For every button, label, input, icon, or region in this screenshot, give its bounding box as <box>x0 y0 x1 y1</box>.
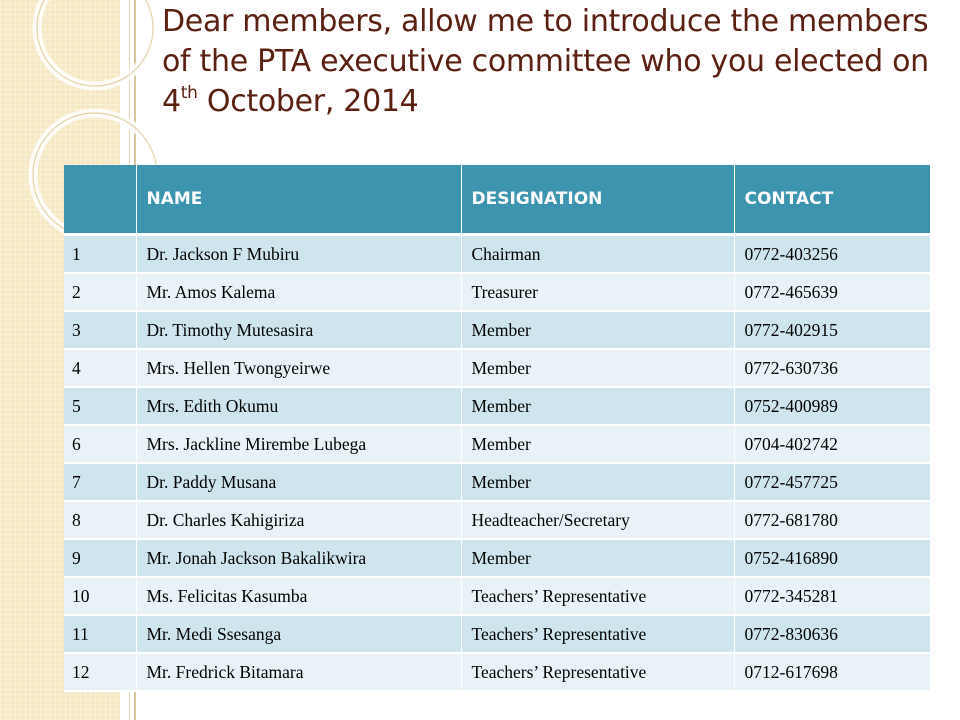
title-text-end: October, 2014 <box>197 84 419 119</box>
cell-contact: 0772-345281 <box>734 577 930 615</box>
cell-designation: Member <box>461 463 734 501</box>
header-designation: DESIGNATION <box>461 165 734 235</box>
cell-designation: Member <box>461 425 734 463</box>
cell-contact: 0752-400989 <box>734 387 930 425</box>
slide-title <box>162 2 942 122</box>
cell-name: Dr. Jackson F Mubiru <box>136 235 461 274</box>
cell-name: Mrs. Edith Okumu <box>136 387 461 425</box>
table-row <box>64 501 930 539</box>
table-row <box>64 425 930 463</box>
table-row <box>64 235 930 274</box>
cell-contact: 0704-402742 <box>734 425 930 463</box>
cell-designation: Member <box>461 387 734 425</box>
table-row <box>64 311 930 349</box>
cell-name: Mr. Amos Kalema <box>136 273 461 311</box>
table-row <box>64 615 930 653</box>
cell-name: Dr. Timothy Mutesasira <box>136 311 461 349</box>
cell-contact: 0772-630736 <box>734 349 930 387</box>
cell-number: 7 <box>64 463 136 501</box>
cell-number: 5 <box>64 387 136 425</box>
cell-designation: Headteacher/Secretary <box>461 501 734 539</box>
table-row <box>64 539 930 577</box>
cell-contact: 0712-617698 <box>734 653 930 691</box>
committee-table <box>64 165 930 692</box>
cell-designation: Teachers’ Representative <box>461 653 734 691</box>
cell-number: 1 <box>64 235 136 274</box>
cell-number: 12 <box>64 653 136 691</box>
cell-number: 9 <box>64 539 136 577</box>
cell-number: 4 <box>64 349 136 387</box>
cell-name: Dr. Charles Kahigiriza <box>136 501 461 539</box>
cell-name: Mrs. Hellen Twongyeirwe <box>136 349 461 387</box>
table-row <box>64 577 930 615</box>
cell-number: 11 <box>64 615 136 653</box>
header-name: NAME <box>136 165 461 235</box>
title-text: Dear members, allow me to introduce the members of the PTA executive committee who you elected on 4 <box>162 4 929 119</box>
cell-contact: 0772-830636 <box>734 615 930 653</box>
table-row <box>64 387 930 425</box>
cell-name: Mr. Jonah Jackson Bakalikwira <box>136 539 461 577</box>
table-row <box>64 653 930 691</box>
cell-number: 10 <box>64 577 136 615</box>
cell-designation: Teachers’ Representative <box>461 615 734 653</box>
table-row <box>64 463 930 501</box>
header-contact: CONTACT <box>734 165 930 235</box>
cell-designation: Teachers’ Representative <box>461 577 734 615</box>
cell-number: 8 <box>64 501 136 539</box>
header-number <box>64 165 136 235</box>
cell-number: 3 <box>64 311 136 349</box>
cell-contact: 0772-681780 <box>734 501 930 539</box>
cell-designation: Member <box>461 539 734 577</box>
cell-name: Mr. Medi Ssesanga <box>136 615 461 653</box>
cell-name: Ms. Felicitas Kasumba <box>136 577 461 615</box>
title-superscript: th <box>180 83 198 103</box>
cell-number: 6 <box>64 425 136 463</box>
cell-contact: 0772-465639 <box>734 273 930 311</box>
cell-name: Mr. Fredrick Bitamara <box>136 653 461 691</box>
table-row <box>64 349 930 387</box>
cell-designation: Chairman <box>461 235 734 274</box>
cell-name: Dr. Paddy Musana <box>136 463 461 501</box>
cell-designation: Treasurer <box>461 273 734 311</box>
cell-designation: Member <box>461 311 734 349</box>
cell-contact: 0772-403256 <box>734 235 930 274</box>
cell-designation: Member <box>461 349 734 387</box>
cell-contact: 0752-416890 <box>734 539 930 577</box>
cell-contact: 0772-402915 <box>734 311 930 349</box>
cell-name: Mrs. Jackline Mirembe Lubega <box>136 425 461 463</box>
cell-contact: 0772-457725 <box>734 463 930 501</box>
table-body <box>64 235 930 692</box>
table-header-row <box>64 165 930 235</box>
table-row <box>64 273 930 311</box>
cell-number: 2 <box>64 273 136 311</box>
